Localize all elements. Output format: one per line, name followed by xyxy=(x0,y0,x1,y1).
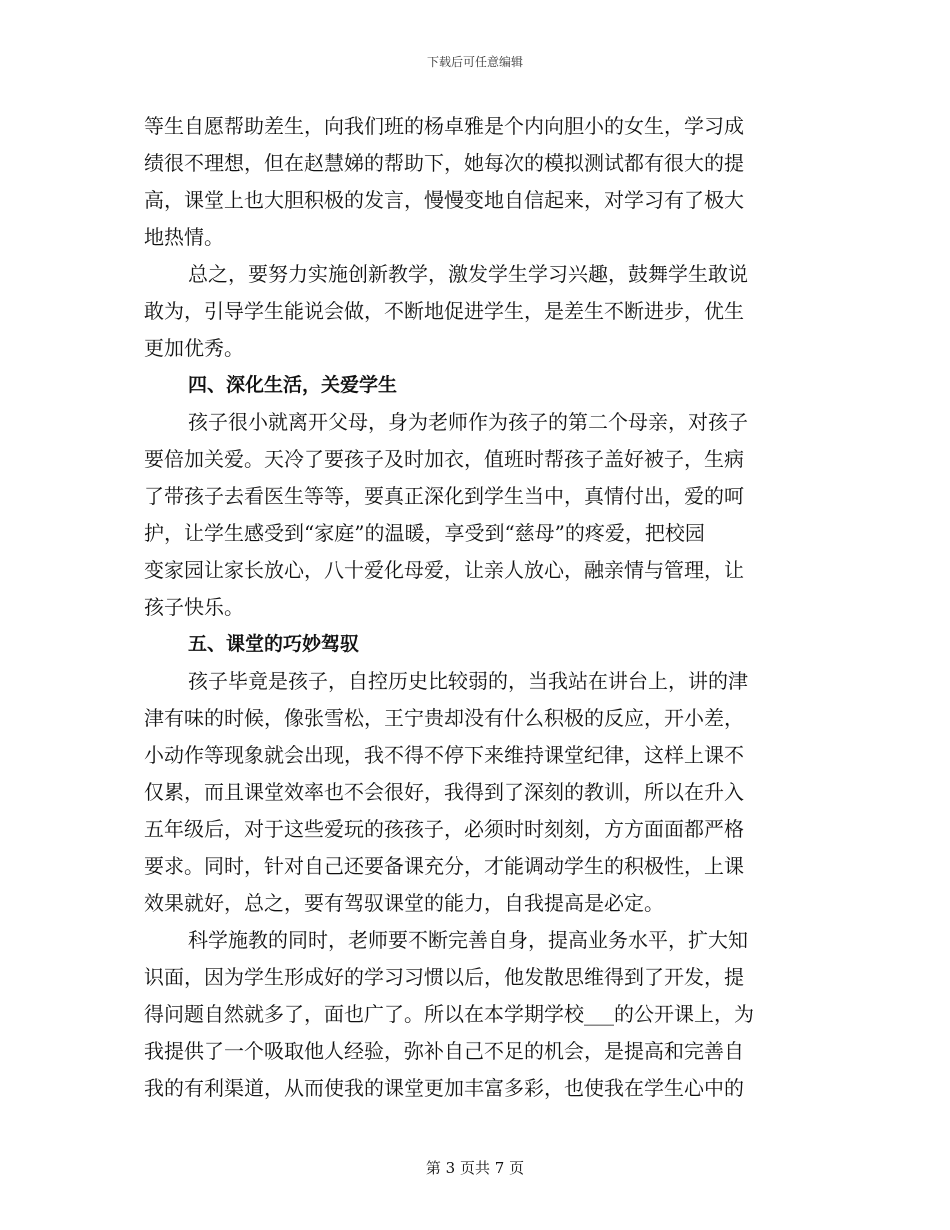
section-heading: 四、深化生活，关爱学生 xyxy=(188,374,398,396)
document-body xyxy=(144,108,804,1107)
paragraph-line: 孩子很小就离开父母，身为老师作为孩子的第二个母亲，对孩子 xyxy=(188,410,748,434)
paragraph-line: 高，课堂上也大胆积极的发言，慢慢变地自信起来，对学习有了极大 xyxy=(144,188,744,212)
paragraph-line: 变家园让家长放心，八十爱化母爱，让亲人放心，融亲情与管理，让 xyxy=(144,558,744,582)
paragraph-line: 护，让学生感受到“家庭”的温暖，享受到“慈母”的疼爱，把校园 xyxy=(144,521,705,545)
paragraph-line: 更加优秀。 xyxy=(144,336,244,360)
paragraph-line: 小动作等现象就会出现，我不得不停下来维持课堂纪律，这样上课不 xyxy=(144,743,744,767)
paragraph-line: 得问题自然就多了，面也广了。所以在本学期学校___的公开课上，为 xyxy=(144,1002,754,1026)
paragraph-line: 仅累，而且课堂效率也不会很好，我得到了深刻的教训，所以在升入 xyxy=(144,780,744,804)
paragraph-line: 总之，要努力实施创新教学，激发学生学习兴趣，鼓舞学生敢说 xyxy=(188,262,748,286)
paragraph-line: 效果就好，总之，要有驾驭课堂的能力，自我提高是必定。 xyxy=(144,891,664,915)
page-number: 第 3 页共 7 页 xyxy=(425,1159,525,1177)
section-heading: 五、课堂的巧妙驾驭 xyxy=(188,633,360,655)
paragraph-line: 孩子毕竟是孩子，自控历史比较弱的，当我站在讲台上，讲的津 xyxy=(188,669,748,693)
paragraph-line: 科学施教的同时，老师要不断完善自身，提高业务水平，扩大知 xyxy=(188,928,748,952)
paragraph-line: 绩很不理想，但在赵慧娣的帮助下，她每次的模拟测试都有很大的提 xyxy=(144,151,744,175)
paragraph-line: 识面，因为学生形成好的学习习惯以后，他发散思维得到了开发，提 xyxy=(144,965,744,989)
paragraph-line: 地热情。 xyxy=(144,225,224,249)
paragraph-line: 等生自愿帮助差生，向我们班的杨卓雅是个内向胆小的女生，学习成 xyxy=(144,114,744,138)
paragraph-line: 要倍加关爱。天冷了要孩子及时加衣，值班时帮孩子盖好被子，生病 xyxy=(144,447,744,471)
paragraph-line: 要求。同时，针对自己还要备课充分，才能调动学生的积极性，上课 xyxy=(144,854,744,878)
paragraph-line: 津有味的时候，像张雪松，王宁贵却没有什么积极的反应，开小差， xyxy=(144,706,744,730)
paragraph-line: 了带孩子去看医生等等，要真正深化到学生当中，真情付出，爱的呵 xyxy=(144,484,744,508)
paragraph-line: 我提供了一个吸取他人经验，弥补自己不足的机会，是提高和完善自 xyxy=(144,1039,744,1063)
paragraph-line: 我的有利渠道，从而使我的课堂更加丰富多彩，也使我在学生心中的 xyxy=(144,1076,744,1100)
paragraph-line: 五年级后，对于这些爱玩的孩孩子，必须时时刻刻，方方面面都严格 xyxy=(144,817,744,841)
page-header: 下载后可任意编辑 xyxy=(426,55,523,69)
paragraph-line: 敢为，引导学生能说会做，不断地促进学生，是差生不断进步，优生 xyxy=(144,299,744,323)
paragraph-line: 孩子快乐。 xyxy=(144,595,244,619)
